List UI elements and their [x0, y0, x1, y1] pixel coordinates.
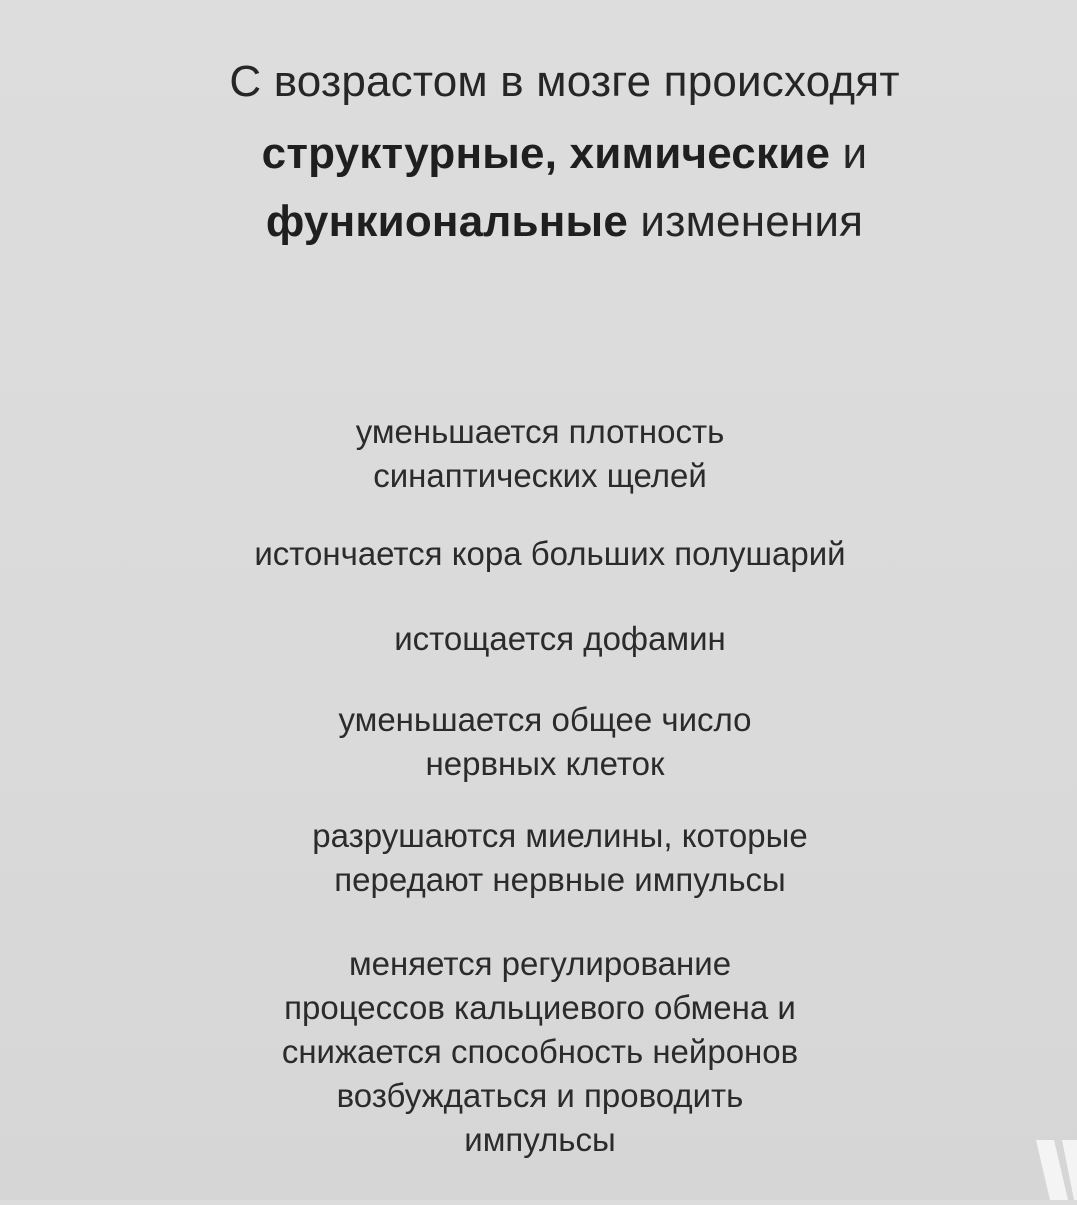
list-item [270, 698, 820, 786]
heading-line-1 [26, 58, 1077, 106]
list-item-line: истончается кора больших полушарий [254, 535, 846, 572]
heading-rest-2: и [830, 129, 868, 178]
list-item-line: нервных клеток [425, 745, 665, 782]
list-item [240, 814, 880, 902]
list-item [310, 617, 810, 661]
list-item-line: меняется регулирование [348, 945, 732, 982]
decorative-corner-shape [1022, 1085, 1077, 1205]
list-item-line: процессов кальциевого обмена и [284, 989, 796, 1026]
heading-rest-3: изменения [628, 197, 864, 246]
list-item-line: истощается дофамин [394, 620, 726, 657]
list-item-line: синаптических щелей [373, 457, 707, 494]
list-item-line: уменьшается общее число [338, 701, 752, 738]
list-item-line: импульсы [464, 1121, 616, 1158]
list-item-line: передают нервные импульсы [334, 861, 786, 898]
list-item-line: снижается способность нейронов [281, 1033, 799, 1070]
heading-line-2 [26, 130, 1077, 178]
list-item [220, 942, 860, 1162]
list-item-line: разрушаются миелины, которые [312, 817, 808, 854]
list-item-line: уменьшается плотность [355, 413, 725, 450]
heading-line-3 [26, 198, 1077, 246]
heading-bold-2: структурные, химические [261, 129, 831, 178]
heading-text-1: С возрастом в мозге происходят [229, 57, 900, 106]
heading-bold-3: функиональные [265, 197, 628, 246]
list-item [290, 410, 790, 498]
list-item [190, 532, 910, 576]
list-item-line: возбуждаться и проводить [336, 1077, 744, 1114]
